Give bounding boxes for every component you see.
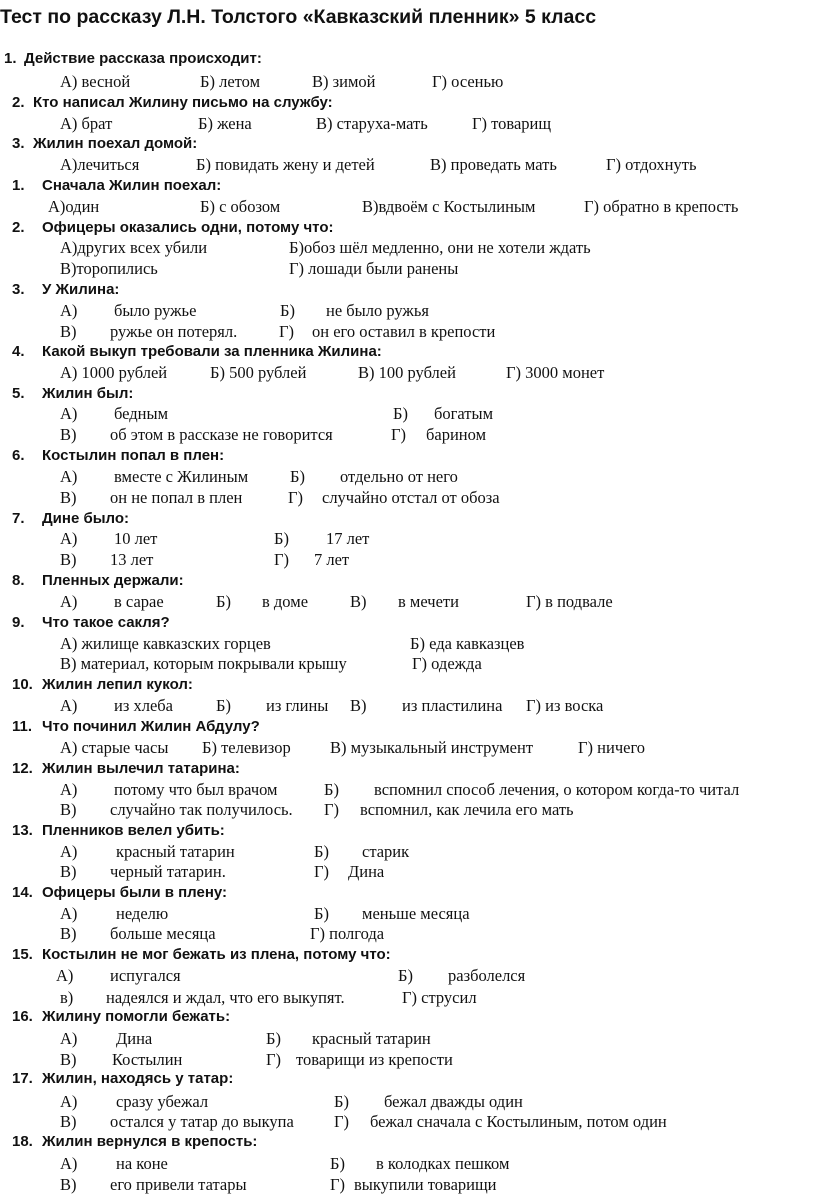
answer-option: Г) из воска bbox=[526, 696, 604, 715]
question-text: Кто написал Жилину письмо на службу: bbox=[33, 94, 333, 111]
answer-option: Б)обоз шёл медленно, они не хотели ждать bbox=[289, 238, 591, 257]
answer-option: А) bbox=[60, 842, 78, 861]
answer-option: вспомнил, как лечила его мать bbox=[360, 800, 574, 819]
question-text: Офицеры были в плену: bbox=[42, 884, 228, 901]
answer-option: Б) телевизор bbox=[202, 738, 291, 757]
question-number: 14. bbox=[12, 884, 33, 901]
question-number: 7. bbox=[12, 510, 25, 527]
question-text: Жилин был: bbox=[42, 385, 134, 402]
answer-option: В) bbox=[60, 550, 77, 569]
answer-option: больше месяца bbox=[110, 924, 216, 943]
answer-option: А) bbox=[60, 404, 78, 423]
answer-option: бежал сначала с Костылиным, потом один bbox=[370, 1112, 667, 1131]
question-text: У Жилина: bbox=[42, 281, 120, 298]
answer-option: Г) лошади были ранены bbox=[289, 259, 459, 278]
answer-option: Г) одежда bbox=[412, 654, 482, 673]
answer-option: Б) bbox=[280, 301, 295, 320]
question-text: Сначала Жилин поехал: bbox=[42, 177, 222, 194]
answer-option: А) bbox=[60, 301, 78, 320]
answer-option: В) bbox=[60, 862, 77, 881]
answer-option: надеялся и ждал, что его выкупят. bbox=[106, 988, 345, 1007]
answer-option: 10 лет bbox=[114, 529, 158, 548]
answer-option: В) bbox=[350, 592, 367, 611]
answer-option: А) bbox=[56, 966, 74, 985]
answer-option: Г) bbox=[279, 322, 295, 341]
answer-option: В) музыкальный инструмент bbox=[330, 738, 534, 757]
answer-option: черный татарин. bbox=[110, 862, 226, 881]
answer-option: он не попал в плен bbox=[110, 488, 243, 507]
answer-option: А) весной bbox=[60, 72, 131, 91]
answer-option: Г) полгода bbox=[310, 924, 385, 943]
question-number: 18. bbox=[12, 1133, 33, 1150]
answer-option: неделю bbox=[116, 904, 169, 923]
answer-option: А)один bbox=[48, 197, 100, 216]
answer-option: Г) обратно в крепость bbox=[584, 197, 739, 216]
answer-option: Б) bbox=[324, 780, 339, 799]
answer-option: А)лечиться bbox=[60, 155, 140, 174]
question-text: Жилин лепил кукол: bbox=[42, 676, 193, 693]
answer-option: А) bbox=[60, 780, 78, 799]
answer-option: А) старые часы bbox=[60, 738, 169, 757]
page-title: Тест по рассказу Л.Н. Толстого «Кавказский пленник» 5 класс bbox=[0, 6, 597, 28]
answer-option: В) bbox=[350, 696, 367, 715]
answer-option: выкупили товарищи bbox=[354, 1175, 497, 1194]
answer-option: А) bbox=[60, 1154, 78, 1173]
answer-option: бежал дважды один bbox=[384, 1092, 523, 1111]
question-number: 15. bbox=[12, 946, 33, 963]
answer-option: В) зимой bbox=[312, 72, 376, 91]
question-number: 8. bbox=[12, 572, 25, 589]
answer-option: меньше месяца bbox=[362, 904, 470, 923]
answer-option: Г) bbox=[334, 1112, 350, 1131]
answer-option: красный татарин bbox=[116, 842, 235, 861]
answer-option: А)других всех убили bbox=[60, 238, 208, 257]
answer-option: Г) в подвале bbox=[526, 592, 613, 611]
question-text: Жилин вернулся в крепость: bbox=[42, 1133, 258, 1150]
answer-option: Б) bbox=[393, 404, 408, 423]
answer-option: В) материал, которым покрывали крышу bbox=[60, 654, 347, 673]
question-number: 4. bbox=[12, 343, 25, 360]
question-number: 5. bbox=[12, 385, 25, 402]
question-number: 17. bbox=[12, 1070, 33, 1087]
answer-option: он его оставил в крепости bbox=[312, 322, 496, 341]
answer-option: в доме bbox=[262, 592, 309, 611]
answer-option: Г) bbox=[314, 862, 330, 881]
question-number: 10. bbox=[12, 676, 33, 693]
answer-option: Г) bbox=[324, 800, 340, 819]
question-text: Офицеры оказались одни, потому что: bbox=[42, 219, 334, 236]
answer-option: вместе с Жилиным bbox=[114, 467, 249, 486]
answer-option: в сарае bbox=[114, 592, 164, 611]
answer-option: Б) bbox=[266, 1029, 281, 1048]
question-text: Костылин попал в плен: bbox=[42, 447, 225, 464]
answer-option: об этом в рассказе не говорится bbox=[110, 425, 333, 444]
answer-option: Б) 500 рублей bbox=[210, 363, 307, 382]
question-number: 1. bbox=[12, 177, 25, 194]
answer-option: Г) bbox=[266, 1050, 282, 1069]
answer-option: испугался bbox=[110, 966, 181, 985]
answer-option: в мечети bbox=[398, 592, 459, 611]
question-text: Что такое сакля? bbox=[42, 614, 170, 631]
answer-option: 17 лет bbox=[326, 529, 370, 548]
answer-option: В) bbox=[60, 1175, 77, 1194]
answer-option: вспомнил способ лечения, о котором когда-то читал bbox=[374, 780, 740, 799]
answer-option: красный татарин bbox=[312, 1029, 431, 1048]
question-text: Жилин вылечил татарина: bbox=[42, 760, 240, 777]
answer-option: Г) ничего bbox=[578, 738, 646, 757]
answer-option: А) bbox=[60, 529, 78, 548]
answer-option: Б) летом bbox=[200, 72, 261, 91]
answer-option: из пластилина bbox=[402, 696, 503, 715]
answer-option: Г) bbox=[274, 550, 290, 569]
answer-option: Б) bbox=[330, 1154, 345, 1173]
answer-option: Б) жена bbox=[198, 114, 252, 133]
answer-option: Дина bbox=[348, 862, 385, 881]
question-number: 2. bbox=[12, 94, 25, 111]
answer-option: Г) 3000 монет bbox=[506, 363, 605, 382]
answer-option: В) bbox=[60, 1112, 77, 1131]
answer-option: Г) струсил bbox=[402, 988, 477, 1007]
answer-option: А) bbox=[60, 592, 78, 611]
answer-option: было ружье bbox=[114, 301, 197, 320]
answer-option: Г) отдохнуть bbox=[606, 155, 697, 174]
answer-option: Б) bbox=[314, 842, 329, 861]
answer-option: случайно отстал от обоза bbox=[322, 488, 500, 507]
question-number: 11. bbox=[12, 718, 33, 735]
question-number: 3. bbox=[12, 281, 25, 298]
question-number: 12. bbox=[12, 760, 33, 777]
answer-option: А) брат bbox=[60, 114, 113, 133]
answer-option: Б) еда кавказцев bbox=[410, 634, 525, 653]
answer-option: Б) bbox=[216, 696, 231, 715]
answer-option: отдельно от него bbox=[340, 467, 458, 486]
answer-option: В)торопились bbox=[60, 259, 158, 278]
answer-option: Б) bbox=[216, 592, 231, 611]
question-text: Дине было: bbox=[42, 510, 130, 527]
question-text: Какой выкуп требовали за пленника Жилина: bbox=[42, 343, 382, 360]
answer-option: А) bbox=[60, 1029, 78, 1048]
answer-option: А) bbox=[60, 696, 78, 715]
answer-option: В) проведать мать bbox=[430, 155, 557, 174]
answer-option: ружье он потерял. bbox=[110, 322, 238, 341]
answer-option: Б) bbox=[398, 966, 413, 985]
question-number: 2. bbox=[12, 219, 25, 236]
question-text: Что починил Жилин Абдулу? bbox=[42, 718, 260, 735]
answer-option: Б) bbox=[334, 1092, 349, 1111]
answer-option: Г) bbox=[391, 425, 407, 444]
question-number: 9. bbox=[12, 614, 25, 631]
answer-option: Костылин bbox=[112, 1050, 183, 1069]
answer-option: Б) bbox=[274, 529, 289, 548]
answer-option: В) bbox=[60, 322, 77, 341]
answer-option: товарищи из крепости bbox=[296, 1050, 453, 1069]
answer-option: не было ружья bbox=[326, 301, 429, 320]
question-number: 13. bbox=[12, 822, 33, 839]
answer-option: 13 лет bbox=[110, 550, 154, 569]
question-number: 1. bbox=[4, 50, 17, 67]
question-text: Пленников велел убить: bbox=[42, 822, 225, 839]
question-text: Пленных держали: bbox=[42, 572, 184, 589]
answer-option: остался у татар до выкупа bbox=[110, 1112, 294, 1131]
answer-option: Г) bbox=[330, 1175, 346, 1194]
question-text: Костылин не мог бежать из плена, потому что: bbox=[42, 946, 391, 963]
question-number: 16. bbox=[12, 1008, 33, 1025]
question-number: 3. bbox=[12, 135, 25, 152]
answer-option: его привели татары bbox=[110, 1175, 247, 1194]
answer-option: В)вдвоём с Костылиным bbox=[362, 197, 536, 216]
answer-option: Б) с обозом bbox=[200, 197, 281, 216]
answer-option: сразу убежал bbox=[116, 1092, 209, 1111]
answer-option: А) bbox=[60, 1092, 78, 1111]
answer-option: А) жилище кавказских горцев bbox=[60, 634, 271, 653]
answer-option: А) bbox=[60, 467, 78, 486]
answer-option: из хлеба bbox=[114, 696, 173, 715]
answer-option: старик bbox=[362, 842, 410, 861]
answer-option: В) bbox=[60, 488, 77, 507]
answer-option: Б) повидать жену и детей bbox=[196, 155, 375, 174]
answer-option: В) bbox=[60, 1050, 77, 1069]
question-text: Жилину помогли бежать: bbox=[42, 1008, 231, 1025]
answer-option: на коне bbox=[116, 1154, 168, 1173]
answer-option: богатым bbox=[434, 404, 494, 423]
answer-option: случайно так получилось. bbox=[110, 800, 293, 819]
answer-option: Г) товарищ bbox=[472, 114, 552, 133]
answer-option: А) bbox=[60, 904, 78, 923]
question-number: 6. bbox=[12, 447, 25, 464]
question-text: Действие рассказа происходит: bbox=[24, 50, 262, 67]
question-text: Жилин, находясь у татар: bbox=[42, 1070, 234, 1087]
answer-option: В) 100 рублей bbox=[358, 363, 456, 382]
answer-option: разболелся bbox=[448, 966, 526, 985]
answer-option: Дина bbox=[116, 1029, 153, 1048]
answer-option: из глины bbox=[266, 696, 329, 715]
answer-option: А) 1000 рублей bbox=[60, 363, 168, 382]
answer-option: Б) bbox=[290, 467, 305, 486]
answer-option: Г) осенью bbox=[432, 72, 504, 91]
answer-option: в колодках пешком bbox=[376, 1154, 510, 1173]
answer-option: в) bbox=[60, 988, 74, 1007]
answer-option: В) bbox=[60, 924, 77, 943]
answer-option: В) старуха-мать bbox=[316, 114, 428, 133]
answer-option: Г) bbox=[288, 488, 304, 507]
answer-option: Б) bbox=[314, 904, 329, 923]
answer-option: 7 лет bbox=[314, 550, 350, 569]
answer-option: барином bbox=[426, 425, 487, 444]
question-text: Жилин поехал домой: bbox=[33, 135, 198, 152]
answer-option: В) bbox=[60, 800, 77, 819]
answer-option: В) bbox=[60, 425, 77, 444]
answer-option: потому что был врачом bbox=[114, 780, 278, 799]
answer-option: бедным bbox=[114, 404, 169, 423]
